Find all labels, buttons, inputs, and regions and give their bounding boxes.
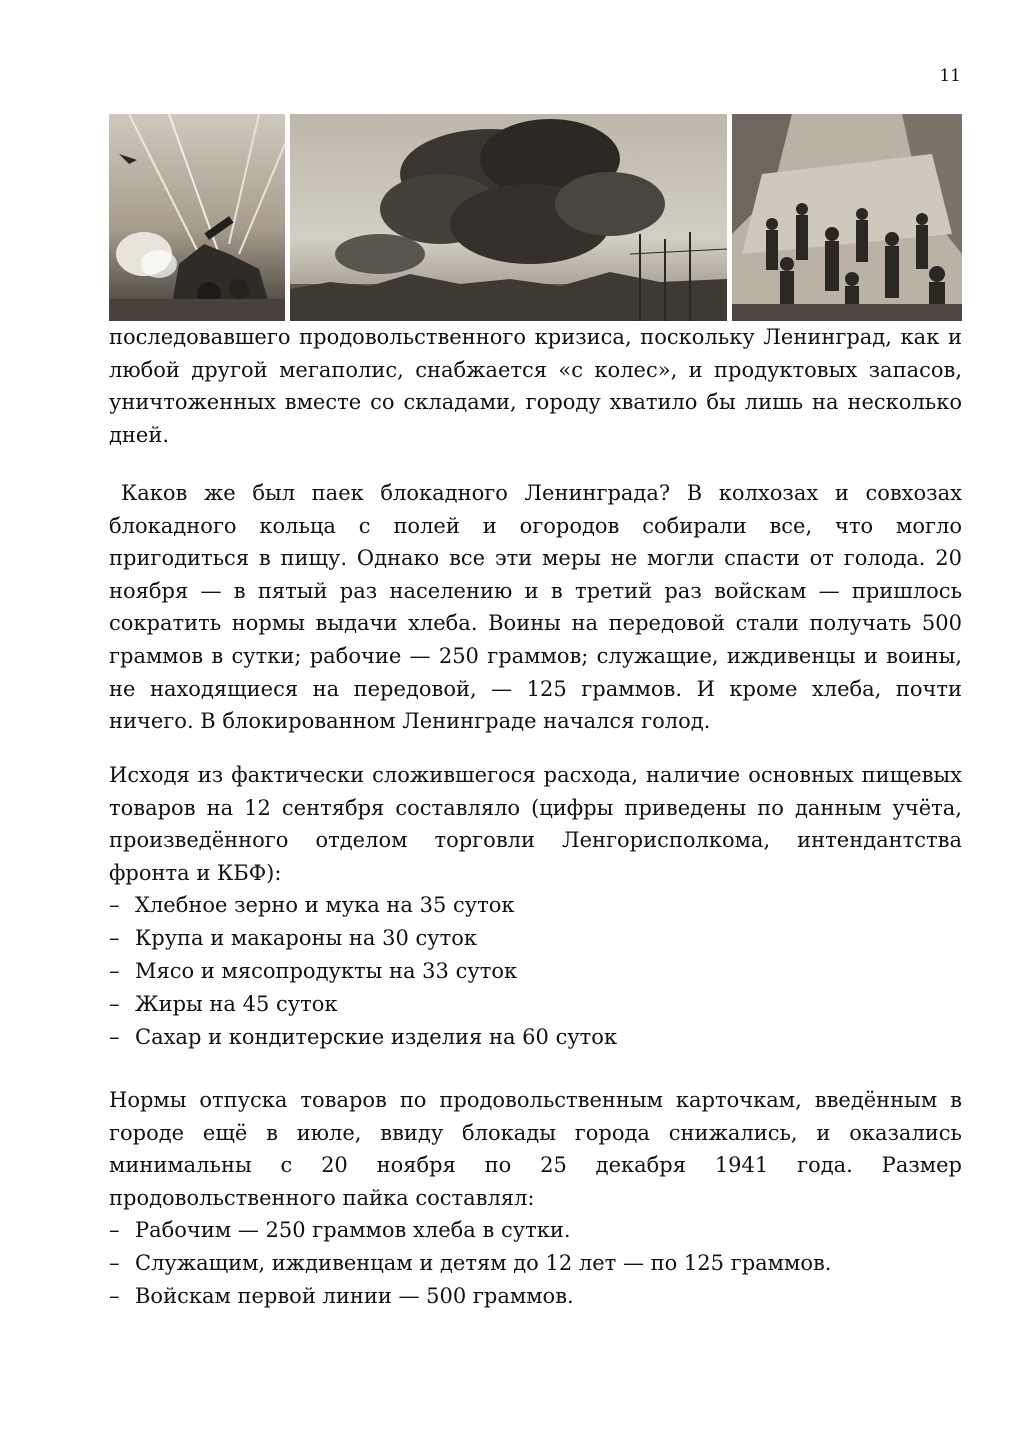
list-item: – Крупа и макароны на 30 суток	[109, 926, 477, 951]
list-item: – Сахар и кондитерские изделия на 60 суток	[109, 1025, 618, 1050]
stocks-list	[109, 889, 962, 1054]
crowd-in-ruins-photo	[732, 114, 962, 321]
paragraph-food-crisis: последовавшего продовольственного кризиса, поскольку Ленинград, как и любой другой мегаполис, снабжается «с колес», и продуктовых запасов, уничтоженных вместе со складами, городу хватило бы лишь на несколько дней.	[109, 325, 962, 447]
list-item: – Мясо и мясопродукты на 33 суток	[109, 959, 518, 984]
page-number: 11	[939, 66, 961, 86]
ration-list	[109, 1214, 962, 1313]
stocks-section	[109, 759, 962, 1054]
paragraph-ration-norms: Нормы отпуска товаров по продовольственным карточкам, введённым в городе ещё в июле, ввиду блокады города снижались, и оказались минимальны с 20 ноября по 25 декабря 1941 года. Размер продовольственного пайка составлял:	[109, 1088, 962, 1210]
paragraph-ration: Каков же был паек блокадного Ленинграда? В колхозах и совхозах блокадного кольца с полей и огородов собирали все, что могло пригодиться в пищу. Однако все эти меры не могли спасти от голода. 20 ноября — в пятый раз населению и в третий раз войскам — пришлось сократить нормы выдачи хлеба. Воины на передовой стали получать 500 граммов в сутки; рабочие — 250 граммов; служащие, иждивенцы и воины, не находящиеся на передовой, — 125 граммов. И кроме хлеба, почти ничего. В блокированном Ленинграде начался голод.	[109, 481, 962, 734]
rations-text	[109, 477, 962, 738]
list-item: – Жиры на 45 суток	[109, 992, 338, 1017]
list-item: – Рабочим — 250 граммов хлеба в сутки.	[109, 1218, 571, 1243]
main-text	[109, 321, 962, 451]
smoke-over-city-photo	[290, 114, 727, 321]
list-item: – Войскам первой линии — 500 граммов.	[109, 1284, 574, 1309]
anti-aircraft-gunners-photo	[109, 114, 285, 321]
list-item: – Хлебное зерно и мука на 35 суток	[109, 893, 515, 918]
photo-strip	[109, 114, 962, 321]
ration-norms-section	[109, 1084, 962, 1313]
paragraph-stocks: Исходя из фактически сложившегося расхода, наличие основных пищевых товаров на 12 сентября составляло (цифры приведены по данным учёта, произведённого отделом торговли Ленгорисполкома, интендантства фронта и КБФ):	[109, 763, 962, 885]
list-item: – Служащим, иждивенцам и детям до 12 лет — по 125 граммов.	[109, 1251, 832, 1276]
